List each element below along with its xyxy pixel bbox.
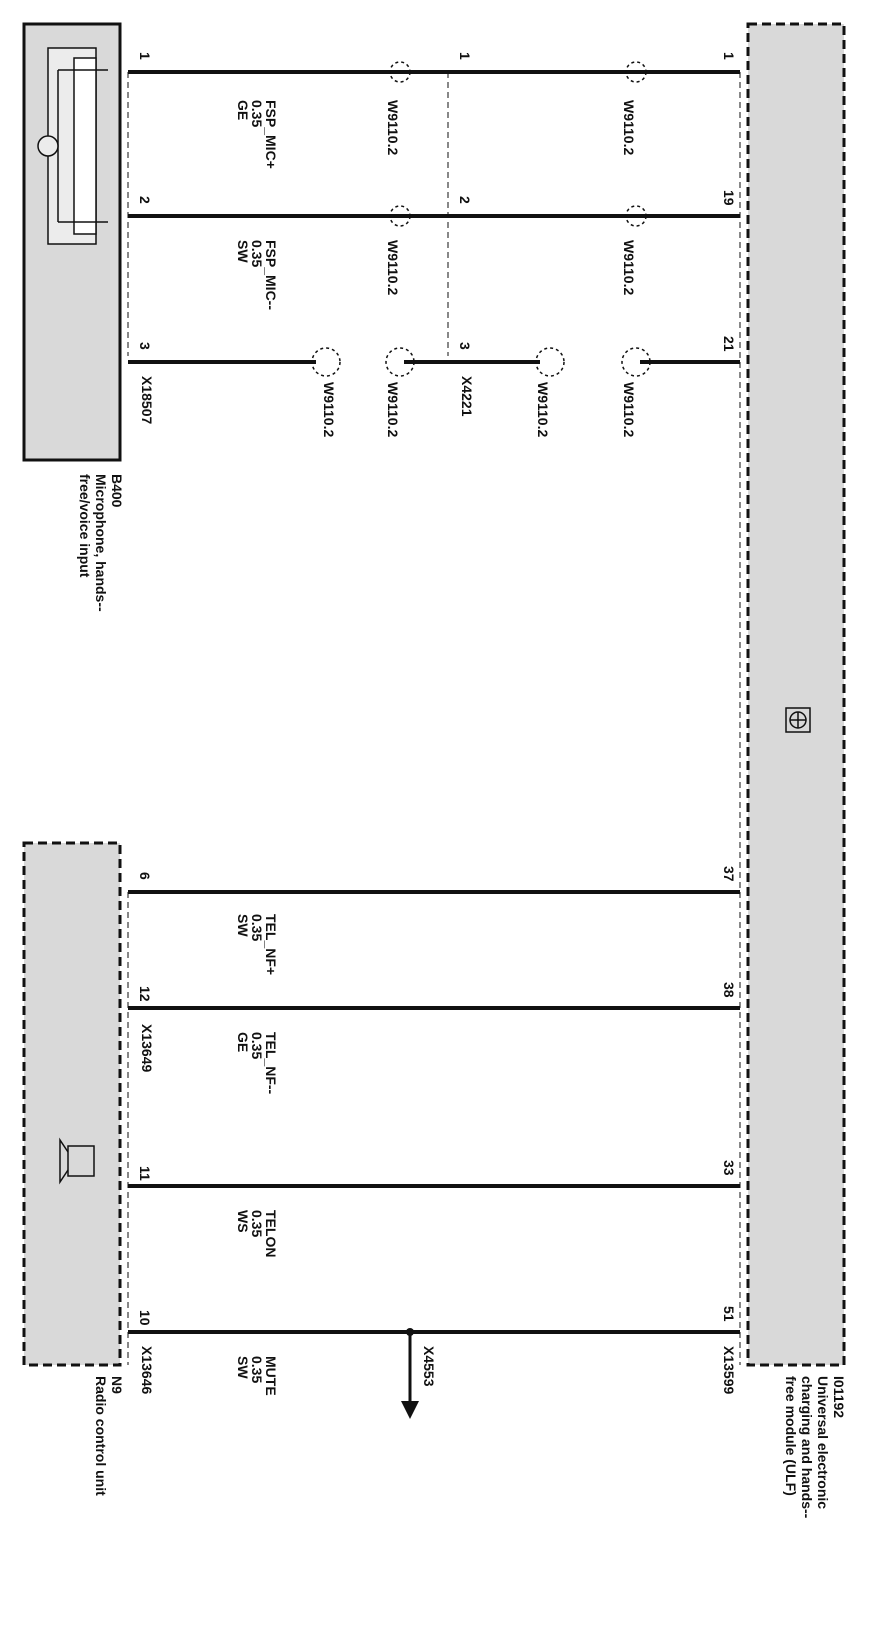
wire-name: TEL_NF+ [263,914,279,976]
wire-size: 0.35 [249,1356,265,1384]
pin-mid-2: 2 [457,196,473,204]
wire-label-fsp-mic-plus [235,100,279,169]
n9-box [24,843,120,1365]
wire-size: 0.35 [249,914,265,942]
pin-right-21: 21 [721,336,737,352]
wire-label-tel-nf-minus [235,1032,279,1095]
component-id: B400 [109,474,125,508]
wire-label-mute [235,1356,279,1396]
shield-label: W9110.2 [321,382,337,438]
n9-label [93,1376,125,1496]
i01192-label [783,1376,847,1519]
wire-name: FSP_MIC-- [263,240,279,310]
wire-color: SW [235,914,251,937]
component-desc: free/voice input [77,474,93,578]
b400-label [77,474,125,612]
pin-left-11: 11 [137,1166,153,1181]
connector-x13649: X13649 [139,1024,155,1073]
wire-name: TELON [263,1210,279,1258]
connector-x18507: X18507 [139,376,155,425]
component-desc: charging and hands-- [799,1376,815,1519]
wire-color: GE [235,1032,251,1053]
shield-label: W9110.2 [385,240,401,296]
pin-right-33: 33 [721,1160,737,1176]
pin-mid-3: 3 [457,342,473,350]
wire-color: WS [235,1210,251,1233]
pin-right-37: 37 [721,866,737,882]
connector-x13599: X13599 [721,1346,737,1395]
wire-label-tel-nf-plus [235,914,279,975]
pin-right-1: 1 [721,52,737,60]
wire-name: FSP_MIC+ [263,100,279,169]
wire-label-fsp-mic-minus [235,240,279,310]
shield-label: W9110.2 [535,382,551,438]
shield-label: W9110.2 [621,382,637,438]
pin-mid-1: 1 [457,52,473,60]
wire-label-telon [235,1210,279,1257]
connector-x13646: X13646 [139,1346,155,1395]
pin-left-10: 10 [137,1310,153,1326]
connector-x4221: X4221 [459,376,475,417]
wire-name: MUTE [263,1356,279,1396]
pin-left-6: 6 [137,872,153,880]
pin-right-51: 51 [721,1306,737,1322]
shield-label: W9110.2 [621,240,637,296]
shield-terminal-marks [312,62,650,376]
pin-right-19: 19 [721,190,737,206]
pin-right-38: 38 [721,982,737,998]
component-id: I01192 [831,1376,847,1419]
pin-left-12: 12 [137,986,153,1002]
component-desc: Universal electronic [815,1376,831,1510]
wire-size: 0.35 [249,100,265,128]
component-id: N9 [109,1376,125,1394]
wire-name: TEL_NF-- [263,1032,279,1095]
pin-left-2: 2 [137,196,153,204]
pin-left-1: 1 [137,52,153,60]
pin-left-3: 3 [137,342,153,350]
i01192-box [748,24,844,1365]
connector-x4553: X4553 [421,1346,437,1387]
component-desc: free module (ULF) [783,1376,799,1496]
wire-color: SW [235,1356,251,1379]
wire-size: 0.35 [249,1032,265,1060]
wire-color: GE [235,100,251,121]
component-desc: Microphone, hands-- [93,474,109,612]
shield-label: W9110.2 [385,382,401,438]
shield-label: W9110.2 [385,100,401,156]
wire-color: SW [235,240,251,263]
wire-size: 0.35 [249,240,265,268]
shield-label: W9110.2 [621,100,637,156]
wire-size: 0.35 [249,1210,265,1238]
component-desc: Radio control unit [93,1376,109,1496]
